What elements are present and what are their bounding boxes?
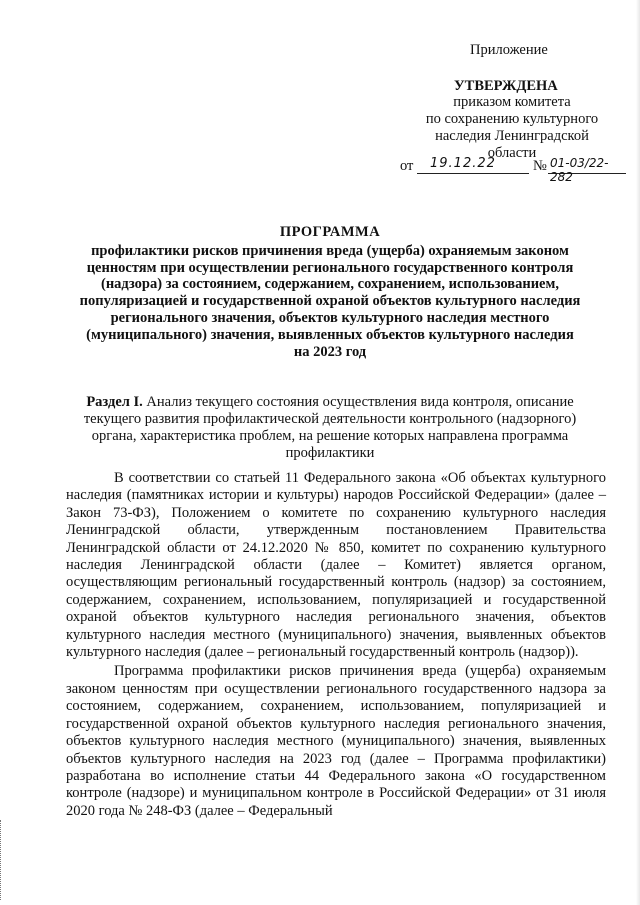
handwritten-date: 19.12.22 xyxy=(430,156,496,171)
approval-line: приказом комитета xyxy=(453,94,571,110)
appendix-label: Приложение xyxy=(470,42,548,58)
program-heading: ПРОГРАММА xyxy=(279,224,381,240)
scan-edge xyxy=(636,0,640,905)
date-underline xyxy=(417,173,529,174)
section-title: Анализ текущего состояния осуществления вида контроля, описание текущего развития профилактической деятельности контрольного (надзорного) органа, характеристика проблем, на решение которых направлена программа профилактики xyxy=(83,394,577,461)
approval-line: области xyxy=(487,145,537,161)
paragraph: В соответствии со статьей 11 Федерального закона «Об объектах культурного наследия (памятниках истории и культуры) народов Российской Федерации» (далее – Закон 73-ФЗ), Положением о комитете по сохранению культурного наследия Ленинградской области, утвержденным постановлением Правительства Ленинградской области от 24.12.2020 № 850, комитет по сохранению культурного наследия Ленинградской области (далее – Комитет) является органом, осуществляющим региональный государственный контроль (надзор) за состоянием, содержанием, сохранением, использованием, популяризацией и государственной охраной объектов культурного наследия регионального значения, объектов культурного наследия местного (муниципального) значения, выявленных объектов культурного наследия (далее – региональный государственный контроль (надзор)). xyxy=(66,470,606,661)
number-prefix: № xyxy=(533,158,547,174)
program-title xyxy=(60,224,600,360)
approved-heading: УТВЕРЖДЕНА xyxy=(454,78,558,94)
approval-line: наследия Ленинградской xyxy=(435,128,589,144)
approval-date-row xyxy=(400,156,630,184)
program-subtitle: профилактики рисков причинения вреда (ущерба) охраняемым законом ценностям при осуществлении регионального государственного контроля (надзора) за состоянием, содержанием, сохранением, использованием, популяризацией и государственной охраной объектов культурного наследия регионального значения, объектов культурного наследия местного (муниципального) значения, выявленных объектов культурного наследия xyxy=(79,242,581,343)
approval-line: по сохранению культурного xyxy=(425,111,599,127)
paragraph: Программа профилактики рисков причинения вреда (ущерба) охраняемым законом ценностям при осуществлении регионального государственного надзора за состоянием, содержанием, сохранением, использованием, популяризацией и государственной охраной объектов культурного наследия регионального значения, объектов культурного наследия местного (муниципального) значения, выявленных объектов культурного наследия на 2023 год (далее – Программа профилактики) разработана во исполнение статьи 44 Федерального закона «О государственном контроле (надзоре) и муниципальном контроле в Российской Федерации» от 31 июля 2020 года № 248-ФЗ (далее – Федеральный xyxy=(66,663,606,819)
scan-margin-mark xyxy=(0,820,7,900)
section-label: Раздел I. xyxy=(86,394,143,410)
handwritten-number: 01-03/22-282 xyxy=(550,156,609,184)
section-heading xyxy=(70,394,590,462)
body-text xyxy=(66,470,606,820)
approval-block xyxy=(412,94,612,162)
program-year: на 2023 год xyxy=(293,343,367,360)
date-prefix: от xyxy=(400,158,414,174)
